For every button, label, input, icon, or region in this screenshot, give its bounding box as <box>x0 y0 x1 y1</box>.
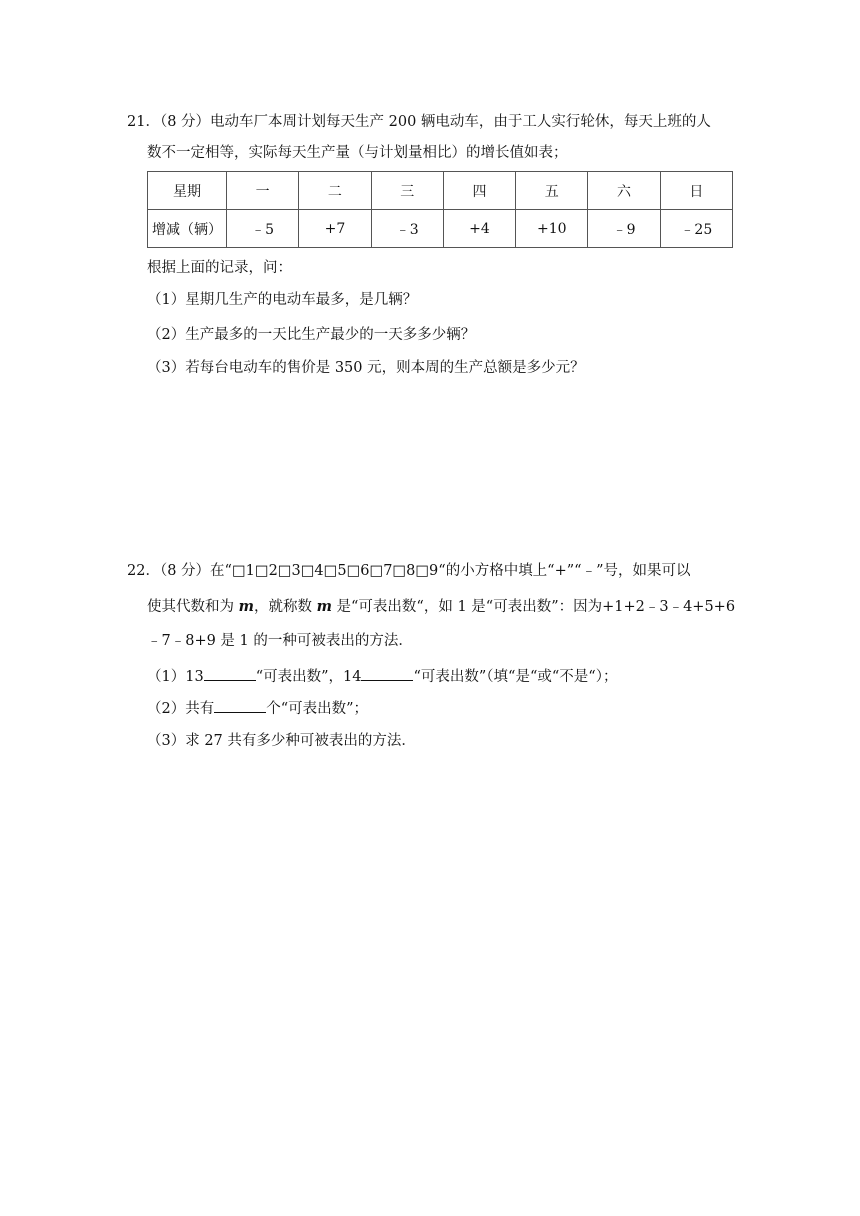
table-day-cell: 日 <box>660 172 732 210</box>
table-day-cell: 三 <box>371 172 443 210</box>
variable-m: m <box>238 598 254 615</box>
table-day-cell: 四 <box>443 172 515 210</box>
q22-line2-part-c: 是“可表出数“，如 1 是“可表出数”：因为+1+2﹣3﹣4+5+6 <box>331 599 736 615</box>
q21-sub3: （3）若每台电动车的售价是 350 元，则本周的生产总额是多少元？ <box>147 360 585 376</box>
table-row-label: 增减（辆） <box>148 210 227 248</box>
answer-blank[interactable] <box>214 696 266 713</box>
q22-line2-part-a: 使其代数和为 <box>147 599 239 615</box>
q22-sub3: （3）求 27 共有多少种可被表出的方法． <box>147 733 416 749</box>
q21-stem-line2: 数不一定相等，实际每天生产量（与计划量相比）的增长值如表； <box>147 145 568 161</box>
table-day-cell: 一 <box>227 172 299 210</box>
q21-sub1: （1）星期几生产的电动车最多，是几辆？ <box>147 292 418 308</box>
table-day-cell: 六 <box>588 172 660 210</box>
answer-blank[interactable] <box>204 664 256 681</box>
variable-m: m <box>316 598 332 615</box>
table-value-cell: ﹣25 <box>660 210 732 248</box>
table-day-cell: 五 <box>516 172 588 210</box>
q22-stem-line2 <box>147 597 735 617</box>
table-value-cell: +7 <box>299 210 371 248</box>
table-value-cell: ﹣3 <box>371 210 443 248</box>
q22-sub1 <box>147 664 617 687</box>
table-value-cell: +10 <box>516 210 588 248</box>
table-value-cell: ﹣5 <box>227 210 299 248</box>
answer-blank[interactable] <box>361 664 413 681</box>
table-value-cell: ﹣9 <box>588 210 660 248</box>
q21-prompt: 根据上面的记录，问： <box>147 260 292 276</box>
table-header-label: 星期 <box>148 172 227 210</box>
q22-stem-line3: ﹣7﹣8+9 是 1 的一种可被表出的方法． <box>147 633 413 649</box>
q22-stem-line1: 22．（8 分）在“□1□2□3□4□5□6□7□8□9“的小方格中填上“+”“﹣”号，如果可以 <box>127 563 691 579</box>
table-day-cell: 二 <box>299 172 371 210</box>
table-value-cell: +4 <box>443 210 515 248</box>
table-value-row <box>148 210 733 248</box>
production-table <box>147 171 733 248</box>
q22-sub1-part-a: （1）13 <box>147 669 204 685</box>
q21-sub2: （2）生产最多的一天比生产最少的一天多多少辆？ <box>147 327 476 343</box>
q21-stem-line1: 21．（8 分）电动车厂本周计划每天生产 200 辆电动车，由于工人实行轮休，每天上班的人 <box>127 114 711 130</box>
table-header-row <box>148 172 733 210</box>
q22-line2-part-b: ，就称数 <box>253 599 317 615</box>
q22-sub2-part-b: 个“可表出数”； <box>266 701 369 717</box>
q22-sub2 <box>147 696 368 719</box>
q22-sub1-part-b: “可表出数”，14 <box>255 669 362 685</box>
q22-sub2-part-a: （2）共有 <box>147 701 215 717</box>
q22-sub1-part-c: “可表出数”（填“是“或“不是“）； <box>413 669 618 685</box>
